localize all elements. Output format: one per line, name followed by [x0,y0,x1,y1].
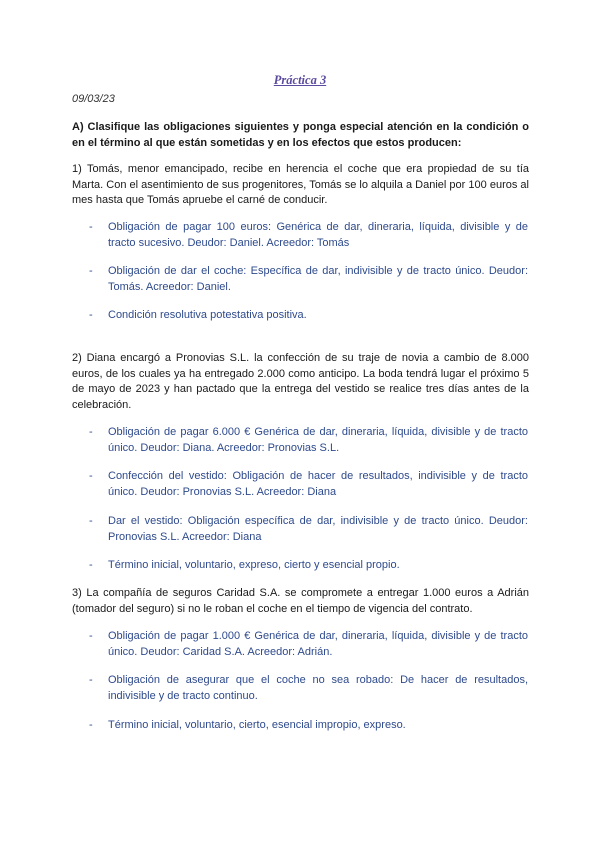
case-2-statement: 2) Diana encargó a Pronovias S.L. la confección de su traje de novia a cambio de 8.000 euros, de los cuales ya ha entregado 2.000 como anticipo. La boda tendrá lugar el próximo 5 de mayo de 2023 y han pactado que la entrega del vestido se realice tres días antes de la celebración. [72,352,529,411]
document-date: 09/03/23 [72,93,115,105]
bullet-dash: - [89,309,93,321]
case-1-item-3: Condición resolutiva potestativa positiva. [108,309,307,321]
case-3-statement: 3) La compañía de seguros Caridad S.A. se compromete a entregar 1.000 euros a Adrián (tomador del seguro) si no le roban el coche en el tiempo de vigencia del contrato. [72,587,529,615]
case-1-item-1: Obligación de pagar 100 euros: Genérica de dar, dineraria, líquida, divisible y de tracto sucesivo. Deudor: Daniel. Acreedor: Tomás [108,221,528,249]
page-title: Práctica 3 [273,73,327,87]
exercise-heading: A) Clasifique las obligaciones siguientes y ponga especial atención en la condición o en el término al que están sometidas y en los efectos que estos producen: [72,121,529,149]
case-2-item-2: Confección del vestido: Obligación de hacer de resultados, indivisible y de tracto único. Deudor: Pronovias S.L. Acreedor: Diana [108,470,528,498]
case-1-statement: 1) Tomás, menor emancipado, recibe en herencia el coche que era propiedad de su tía Marta. Con el asentimiento de sus progenitores, Tomás se lo alquila a Daniel por 100 euros al mes hasta que Tomás apruebe el carné de conducir. [72,163,529,206]
bullet-dash: - [89,470,93,482]
bullet-dash: - [89,221,93,233]
bullet-dash: - [89,630,93,642]
bullet-dash: - [89,559,93,571]
case-1-item-2: Obligación de dar el coche: Específica de dar, indivisible y de tracto único. Deudor: Tomás. Acreedor: Daniel. [108,265,528,293]
bullet-dash: - [89,426,93,438]
case-2-item-3: Dar el vestido: Obligación específica de dar, indivisible y de tracto único. Deudor: Pronovias S.L. Acreedor: Diana [108,515,528,543]
case-2-item-4: Término inicial, voluntario, expreso, cierto y esencial propio. [108,559,400,571]
case-3-item-2: Obligación de asegurar que el coche no sea robado: De hacer de resultados, indivisible y de tracto continuo. [108,674,528,702]
bullet-dash: - [89,265,93,277]
case-3-item-3: Término inicial, voluntario, cierto, esencial impropio, expreso. [108,719,406,731]
case-3-item-1: Obligación de pagar 1.000 € Genérica de dar, dineraria, líquida, divisible y de tracto único. Deudor: Caridad S.A. Acreedor: Adrián. [108,630,528,658]
case-2-item-1: Obligación de pagar 6.000 € Genérica de dar, dineraria, líquida, divisible y de tracto único. Deudor: Diana. Acreedor: Pronovias S.L. [108,426,528,454]
bullet-dash: - [89,674,93,686]
bullet-dash: - [89,719,93,731]
bullet-dash: - [89,515,93,527]
